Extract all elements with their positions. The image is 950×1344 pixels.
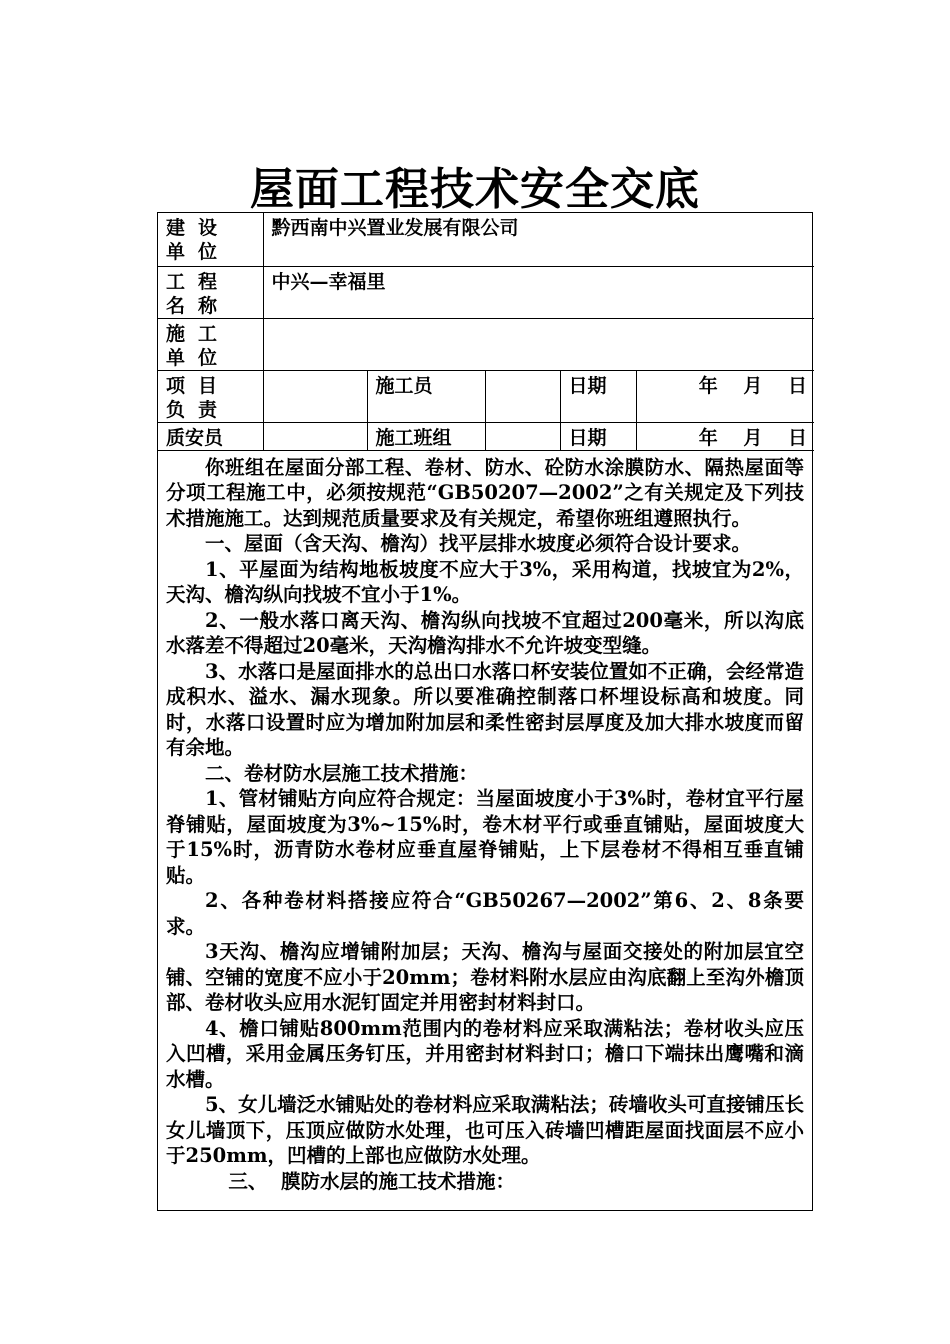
value-project-name: 中兴—幸福里	[263, 266, 814, 318]
value-contractor	[263, 318, 814, 370]
label-constructor: 施工员	[367, 370, 485, 422]
label-date-1: 日期	[560, 370, 636, 422]
value-construction-unit: 黔西南中兴置业发展有限公司	[263, 213, 814, 266]
label-work-team: 施工班组	[367, 422, 485, 450]
paragraph-section-2: 二、卷材防水层施工技术措施：	[205, 761, 479, 785]
row-project-manager	[158, 370, 814, 422]
paragraph-1-2: 2、一般水落口离天沟、檐沟纵向找坡不宜超过200毫米，所以沟底水落差不得超过20毫米，天沟檐沟排水不允许坡变型缝。	[166, 608, 804, 657]
paragraph-section-1: 一、屋面（含天沟、檐沟）找平层排水坡度必须符合设计要求。	[205, 532, 752, 555]
value-date-2: 年 月 日	[636, 422, 814, 450]
value-project-manager	[263, 370, 367, 422]
paragraph-2-1: 1、管材铺贴方向应符合规定：当屋面坡度小于3%时，卷材宜平行屋脊铺贴，屋面坡度为3%~15%时，卷木材平行或垂直铺贴，屋面坡度大于15%时，沥青防水卷材应垂直屋脊铺贴，上下层卷材不得相互垂直铺贴。	[166, 787, 804, 887]
header-table	[158, 213, 814, 451]
value-safety-officer	[263, 422, 367, 450]
paragraph-1-3: 3、水落口是屋面排水的总出口水落口杯安装位置如不正确，会经常造成积水、溢水、漏水现象。所以要准确控制落口杯埋设标高和坡度。同时，水落口设置时应为增加附加层和柔性密封层厚度及加大排水坡度而留有余地。	[166, 659, 804, 759]
label-safety-officer: 质安员	[158, 422, 263, 450]
paragraph-2-4: 4、檐口铺贴800mm范围内的卷材料应采取满粘法；卷材收头应压入凹槽，采用金属压务钉压，并用密封材料封口；檐口下端抹出鹰嘴和滴水槽。	[166, 1016, 804, 1091]
disclosure-form	[157, 212, 813, 1211]
document-title: 屋面工程技术安全交底	[250, 164, 700, 215]
paragraph-intro: 你班组在屋面分部工程、卷材、防水、砼防水涂膜防水、隔热屋面等分项工程施工中，必须按规范“GB50207—2002”之有关规定及下列技术措施施工。达到规范质量要求及有关规定，希望你班组遵照执行。	[166, 455, 804, 530]
label-project-manager: 项目负责	[158, 370, 263, 422]
label-date-2: 日期	[560, 422, 636, 450]
row-construction-unit	[158, 213, 814, 266]
row-contractor	[158, 318, 814, 370]
value-date-1: 年 月 日	[636, 370, 814, 422]
disclosure-body	[158, 451, 812, 1195]
row-project-name	[158, 266, 814, 318]
paragraph-2-3: 3天沟、檐沟应增铺附加层；天沟、檐沟与屋面交接处的附加层宜空铺、空铺的宽度不应小于20mm；卷材料附水层应由沟底翻上至沟外檐顶部、卷材收头应用水泥钉固定并用密封材料封口。	[166, 940, 804, 1014]
label-project-name: 工程名称	[158, 266, 263, 318]
paragraph-2-2: 2、各种卷材料搭接应符合“GB50267—2002”第6、2、8条要求。	[166, 889, 804, 938]
label-construction-unit: 建设单位	[158, 213, 263, 266]
row-safety-officer	[158, 422, 814, 450]
paragraph-2-5: 5、女儿墙泛水铺贴处的卷材料应采取满粘法；砖墙收头可直接铺压长女儿墙顶下，压顶应做防水处理，也可压入砖墙凹槽距屋面找面层不应小于250mm，凹槽的上部也应做防水处理。	[166, 1093, 804, 1167]
value-constructor	[485, 370, 560, 422]
paragraph-section-3: 三、 膜防水层的施工技术措施：	[228, 1169, 515, 1193]
paragraph-1-1: 1、平屋面为结构地板坡度不应大于3%，采用构道，找坡宜为2%，天沟、檐沟纵向找坡不宜小于1%。	[166, 557, 804, 606]
value-work-team	[485, 422, 560, 450]
label-contractor: 施工单位	[158, 318, 263, 370]
